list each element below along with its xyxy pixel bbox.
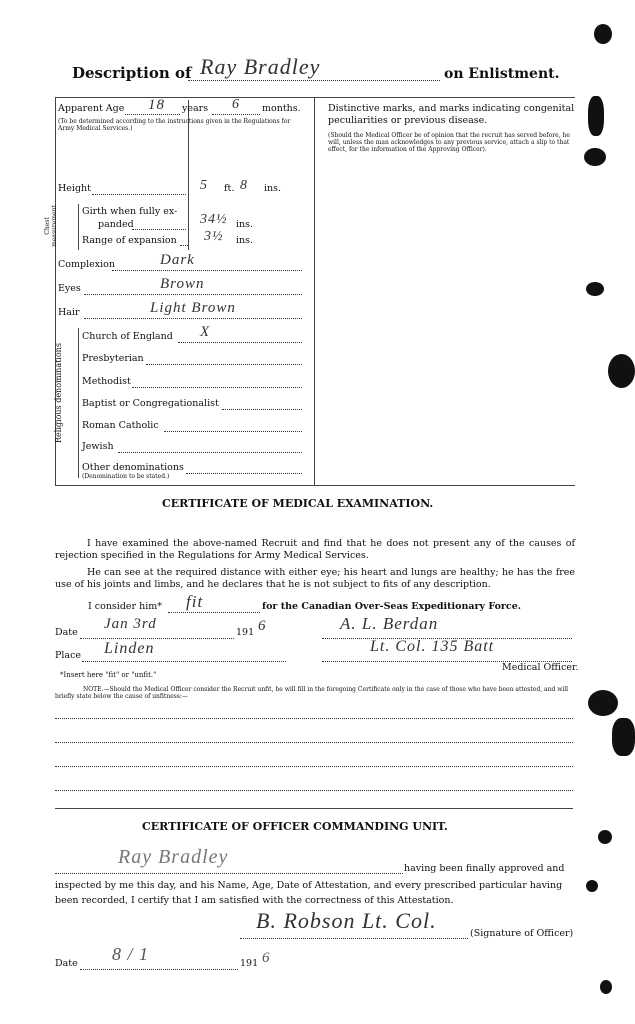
fit-value: fit — [186, 592, 204, 611]
hair-label: Hair — [58, 307, 80, 318]
commanding-certificate-title: CERTIFICATE OF OFFICER COMMANDING UNIT. — [142, 820, 448, 833]
age-note: (To be determined according to the instructions given in the Regulations for Army Medical Services.) — [58, 118, 291, 132]
commanding-date-label: Date — [55, 958, 78, 969]
signature-of-officer-label: (Signature of Officer) — [470, 928, 574, 939]
commanding-date-value: 8 / 1 — [112, 944, 150, 964]
frame-bottom-rule — [55, 485, 575, 486]
commanding-text-3: been recorded, I certify that I am satisfied with the correctness of this Attestation. — [55, 895, 454, 906]
apparent-age-label: Apparent Age — [58, 103, 125, 114]
height-inches-value: 8 — [240, 178, 248, 193]
medical-para-1: I have examined the above-named Recruit and find that he does not present any of the causes of rejection specified in the Regulations for Army Medical Services. — [55, 538, 575, 561]
punch-hole-mark — [600, 980, 612, 994]
commanding-text-2: inspected by me this day, and his Name, Age, Date of Attestation, and every prescribed particular having — [55, 880, 563, 891]
age-years-value: 18 — [148, 97, 165, 113]
religion-methodist: Methodist — [82, 376, 131, 387]
religious-denominations-label: Religious denominations — [54, 343, 63, 443]
distinctive-marks-note: (Should the Medical Officer be of opinion that the recruit has served before, he will, unless the man acknowledges to any previous service, attach a slip to that effect, for the information of the Approving Officer). — [328, 132, 570, 153]
frame-top-rule — [55, 97, 575, 98]
commanding-year-prefix: 191 — [240, 958, 259, 969]
feet-label: ft. — [224, 183, 235, 194]
medical-officer-signature: A. L. Berdan — [340, 614, 439, 633]
religion-other: Other denominations — [82, 462, 184, 473]
punch-hole-mark — [594, 24, 612, 44]
complexion-label: Complexion — [58, 259, 115, 270]
medical-para-2: He can see at the required distance with either eye; his heart and lungs are healthy; he has the free use of his joints and limbs, and he declares that he is not subject to fits of any description. — [55, 567, 575, 590]
height-label: Height — [58, 183, 91, 194]
inches-label: ins. — [264, 183, 282, 194]
chest-measurement-label: Chest measurement — [44, 205, 58, 247]
religion-roman-catholic: Roman Catholic — [82, 420, 159, 431]
medical-year-value: 6 — [258, 618, 267, 634]
months-label: months. — [262, 103, 301, 114]
punch-hole-mark — [588, 690, 618, 716]
place-value: Linden — [104, 640, 155, 657]
consider-suffix: for the Canadian Over-Seas Expeditionary Force. — [262, 601, 522, 612]
range-label: Range of expansion — [82, 235, 177, 246]
recruit-name: Ray Bradley — [200, 54, 321, 79]
medical-certificate-title: CERTIFICATE OF MEDICAL EXAMINATION. — [162, 497, 434, 510]
religion-column-rule — [78, 328, 79, 478]
complexion-value: Dark — [160, 252, 195, 268]
denomination-note: (Denomination to be stated.) — [82, 473, 170, 480]
commanding-year-value: 6 — [262, 950, 271, 966]
header-prefix: Description of — [72, 64, 192, 82]
years-label: years — [182, 103, 209, 114]
punch-hole-mark — [586, 282, 604, 296]
religion-jewish: Jewish — [82, 441, 114, 452]
medical-year-prefix: 191 — [236, 627, 255, 638]
header-suffix: on Enlistment. — [444, 66, 560, 82]
commanding-text-1: having been finally approved and — [404, 863, 565, 874]
range-ins-label: ins. — [236, 235, 254, 246]
hair-value: Light Brown — [150, 300, 236, 316]
consider-prefix: I consider him* — [88, 601, 163, 612]
religion-church-of-england: Church of England — [82, 331, 173, 342]
distinctive-marks-label: Distinctive marks, and marks indicating congenital peculiarities or previous disease. — [328, 103, 575, 126]
girth-value: 34½ — [200, 212, 228, 227]
religion-mark: X — [200, 324, 211, 340]
medical-date-label: Date — [55, 627, 78, 638]
punch-hole-mark — [584, 148, 606, 166]
section-divider — [55, 808, 573, 809]
age-months-value: 6 — [232, 97, 240, 112]
punch-hole-mark — [588, 96, 604, 136]
frame-center-rule — [314, 97, 315, 485]
girth-ins-label: ins. — [236, 219, 254, 230]
punch-hole-mark — [612, 718, 635, 756]
punch-hole-mark — [598, 830, 612, 844]
place-label: Place — [55, 650, 82, 661]
eyes-label: Eyes — [58, 283, 81, 294]
height-feet-value: 5 — [200, 178, 208, 193]
medical-officer-title: Medical Officer. — [502, 662, 579, 673]
insert-note: *Insert here "fit" or "unfit." — [60, 671, 157, 679]
range-value: 3½ — [204, 229, 224, 244]
recruit-signature: Ray Bradley — [118, 846, 229, 868]
medical-officer-rank: Lt. Col. 135 Batt — [370, 638, 495, 655]
punch-hole-mark — [608, 354, 635, 388]
unfit-note: NOTE.—Should the Medical Officer consider the Recruit unfit, he will fill in the foregoing Certificate only in the case of those who have been attested, and will briefly state below the cause of unfitness:— — [55, 686, 569, 700]
commanding-officer-signature: B. Robson Lt. Col. — [256, 908, 437, 933]
girth-label-cont: panded — [98, 219, 134, 230]
religion-baptist: Baptist or Congregationalist — [82, 398, 219, 409]
religion-presbyterian: Presbyterian — [82, 353, 144, 364]
medical-date-value: Jan 3rd — [104, 616, 157, 632]
girth-label: Girth when fully ex- — [82, 206, 178, 217]
punch-hole-mark — [586, 880, 598, 892]
eyes-value: Brown — [160, 276, 205, 292]
